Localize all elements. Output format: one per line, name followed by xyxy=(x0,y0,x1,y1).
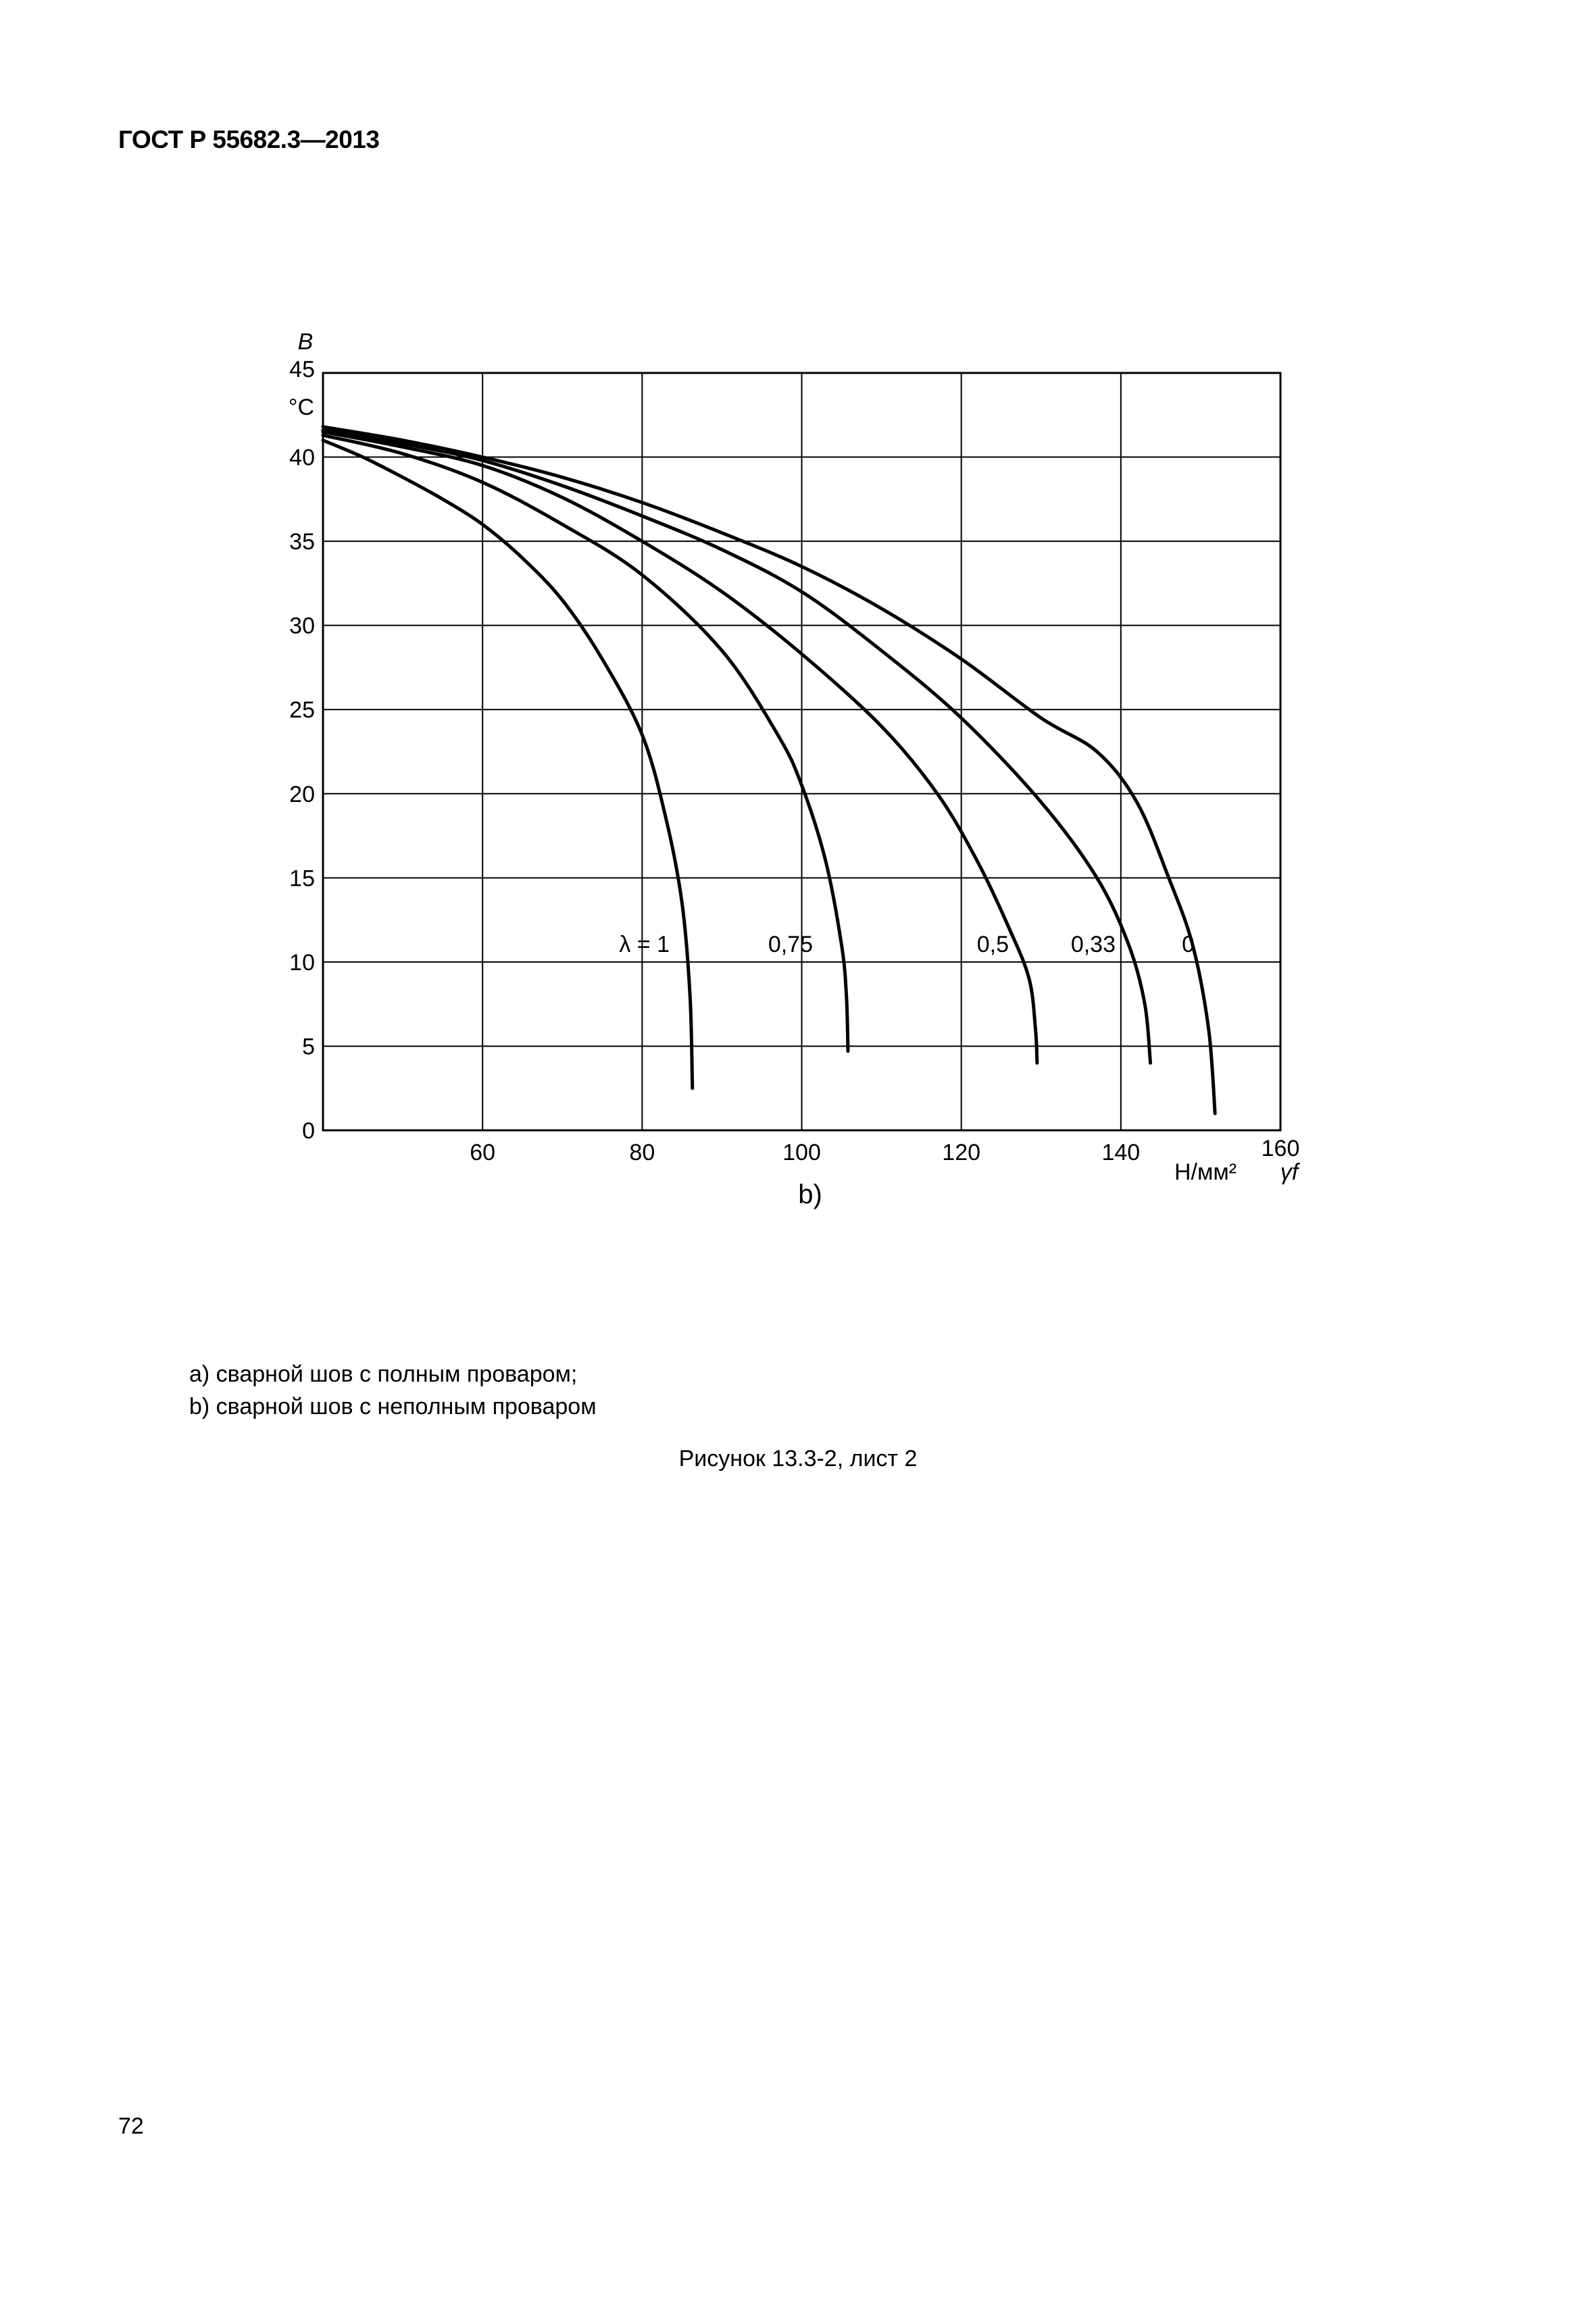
y-tick-label: 0 xyxy=(302,1118,315,1144)
y-tick-label: 40 xyxy=(289,445,315,471)
y-axis-unit: °C xyxy=(288,395,315,420)
y-tick-label: 5 xyxy=(302,1034,315,1060)
x-axis-unit: Н/мм² xyxy=(1174,1159,1237,1185)
y-tick-label: 35 xyxy=(289,529,315,555)
y-tick-label: 10 xyxy=(289,949,315,976)
series-label-3: 0,33 xyxy=(1070,932,1116,957)
x-axis-symbol: γf xyxy=(1280,1159,1299,1185)
y-tick-label: 45 xyxy=(289,357,315,382)
x-tick-label: 160 xyxy=(1261,1136,1300,1161)
y-tick-label: 25 xyxy=(289,697,315,724)
series-label-2: 0,5 xyxy=(976,932,1009,957)
series-line-4 xyxy=(323,427,1215,1113)
figure-sublabel: b) xyxy=(798,1180,822,1209)
series-label-1: 0,75 xyxy=(768,932,813,957)
y-tick-label: 30 xyxy=(289,613,315,639)
chart-grid xyxy=(323,373,1280,1130)
x-tick-label: 120 xyxy=(942,1140,981,1165)
y-tick-label: 15 xyxy=(289,865,315,892)
y-tick-labels xyxy=(289,357,315,1144)
chart-series xyxy=(323,427,1215,1113)
x-tick-label: 100 xyxy=(782,1140,821,1165)
series-line-2 xyxy=(323,432,1037,1063)
figure-caption: Рисунок 13.3-2, лист 2 xyxy=(678,1446,918,1472)
x-tick-label: 60 xyxy=(470,1140,496,1165)
note-a: a) сварной шов с полным проваром; xyxy=(189,1361,578,1387)
note-b: b) сварной шов с неполным проваром xyxy=(189,1394,597,1419)
page-number: 72 xyxy=(118,2113,144,2139)
series-line-1 xyxy=(323,435,848,1051)
series-label-4: 0 xyxy=(1182,932,1195,957)
x-tick-label: 80 xyxy=(629,1140,655,1165)
y-tick-label: 20 xyxy=(289,781,315,807)
x-tick-label: 140 xyxy=(1101,1140,1141,1165)
figure-notes xyxy=(189,1358,597,1423)
document-code: ГОСТ Р 55682.3—2013 xyxy=(118,126,380,153)
y-axis-label: B xyxy=(297,329,314,355)
series-label-0: λ = 1 xyxy=(619,932,670,957)
series-labels xyxy=(619,932,1195,957)
